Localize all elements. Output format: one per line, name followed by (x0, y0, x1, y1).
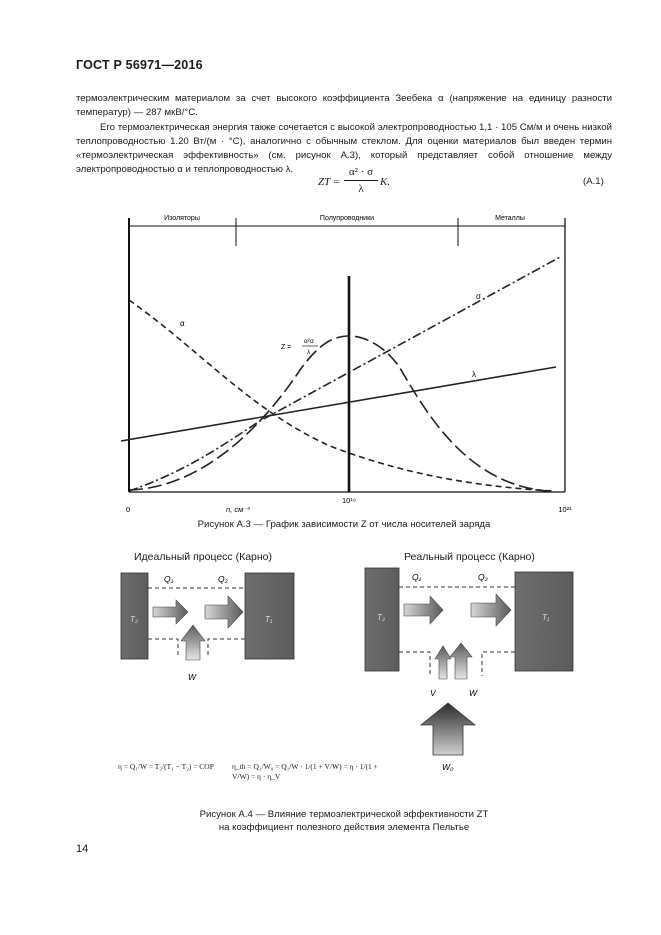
ideal-t1-label: T₁ (265, 615, 273, 624)
figure-a4-caption-line-1: Рисунок А.4 — Влияние термоэлектрической эффективности ZT (199, 809, 489, 820)
ideal-arrow-q2 (205, 596, 243, 628)
curve-label-sigma: σ (476, 292, 481, 301)
formula-numerator: α² · σ (348, 166, 374, 178)
x-tick-unit: n, см⁻³ (226, 505, 250, 514)
ideal-dashed-bottom-right (208, 639, 245, 658)
real-dashed-bottom-left (399, 652, 430, 676)
x-tick-zero: 0 (126, 505, 131, 514)
real-arrow-v (435, 646, 451, 679)
curve-label-z-num: α²σ (304, 338, 314, 345)
real-v-label: V (430, 688, 436, 698)
curve-label-z-den: λ (307, 349, 311, 356)
figure-a3-caption: Рисунок А.3 — График зависимости Z от числа носителей заряда (197, 519, 491, 530)
ideal-arrow-q1 (153, 600, 188, 624)
ideal-dashed-bottom-left (148, 639, 178, 658)
real-t1-label: T₁ (542, 613, 550, 622)
x-tick-mid: 10¹⁹ (341, 496, 357, 505)
real-process-title: Реальный процесс (Карно) (404, 551, 535, 563)
figure-a3-chart (110, 210, 590, 520)
document-header: ГОСТ Р 56971—2016 (76, 58, 203, 72)
curve-z (129, 336, 547, 491)
real-w0-label: W₀ (442, 762, 454, 772)
curve-label-alpha: α (180, 319, 185, 328)
curve-label-lambda: λ (472, 370, 476, 379)
formula-denominator: λ (358, 183, 364, 195)
real-q1-label: Q₁ (412, 572, 422, 582)
ideal-arrow-w (181, 625, 205, 660)
real-arrow-w0 (421, 703, 475, 755)
curve-label-z-lhs: Z = (281, 344, 292, 351)
real-dashed-bottom-right (482, 652, 515, 676)
formula-fraction-bar (344, 180, 378, 181)
ideal-process-title: Идеальный процесс (Карно) (134, 551, 273, 563)
real-w-label: W (469, 688, 478, 698)
real-arrow-q1 (404, 596, 443, 624)
ideal-q1-label: Q₁ (164, 574, 174, 584)
formula-lhs: ZT = (318, 176, 341, 188)
paragraph-1: термоэлектрическим материалом за счет высокого коэффициента Зеебека α (напряжение на единицу разности температур) — 287 мкВ/°С. (76, 93, 612, 118)
real-arrow-w (450, 643, 472, 679)
real-t2-label: T₂ (377, 613, 385, 622)
region-label-metals: Металлы (495, 215, 525, 222)
curve-sigma (129, 256, 562, 491)
real-q2-label: Q₂ (478, 572, 488, 582)
region-label-semiconductors: Полупроводники (319, 215, 375, 222)
figure-a4-caption-line-2: на коэффициент полезного действия элемента Пельтье (218, 822, 470, 833)
formula-real: η_th = Q₁/W₀ = Q₁/W · 1/(1 + V/W) = η · 1/(1 + V/W) = η · η_V (232, 762, 378, 781)
ideal-q2-label: Q₂ (218, 574, 228, 584)
figure-a4-diagram (110, 565, 610, 780)
ideal-t2-label: T₂ (130, 615, 138, 624)
formula-number: (А.1) (583, 176, 604, 187)
page-number: 14 (76, 843, 89, 855)
region-label-insulators: Изоляторы (164, 215, 200, 222)
x-tick-end: 10²¹ (558, 505, 572, 514)
real-arrow-q2 (471, 594, 511, 626)
formula-zt (318, 168, 438, 198)
formula-ideal: η = Q₁/W = T₂/(T₁ − T₂) = COP (118, 762, 214, 771)
paragraph-2: Его термоэлектрическая энергия также сочетается с высокой электропроводностью 1,1 · 105 См/м и очень низкой теплопроводностью 1.20 Вт/(м · °С), аналогично с обычным стеклом. Для оценки материалов был введен термин «термоэлектрическая эффективность» (см. рисунок А.3), который представляет собой отношение между электропроводностью α и теплопроводностью λ. (76, 122, 612, 175)
formula-rhs: K. (380, 176, 391, 188)
ideal-w-label: W (188, 672, 197, 682)
